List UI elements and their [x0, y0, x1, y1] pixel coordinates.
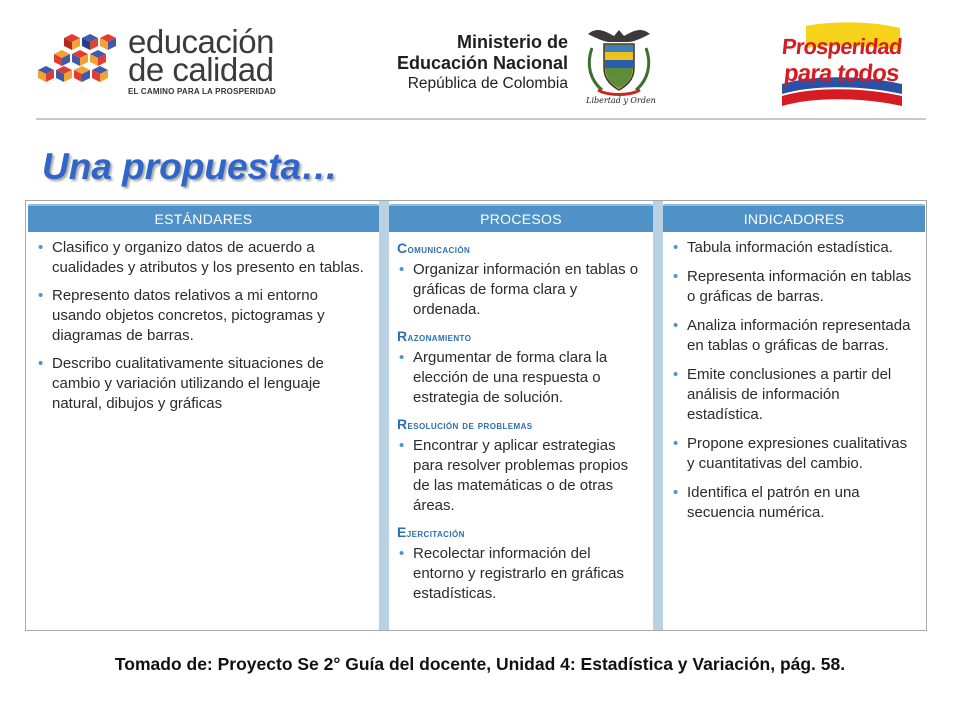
list-item: • Recolectar información del entorno y registrarlo en gráficas estadísticas.	[397, 544, 645, 604]
header-divider	[36, 118, 926, 120]
ministry-line3: República de Colombia	[407, 75, 568, 92]
list-item: • Argumentar de forma clara la elección de una respuesta o estrategia de solución.	[397, 348, 645, 408]
logo-ministerio	[392, 32, 662, 108]
edu-logo-tagline: EL CAMINO PARA LA PROSPERIDAD	[128, 87, 277, 96]
logo-educacion-de-calidad	[34, 23, 294, 98]
column-header: ESTÁNDARES	[28, 204, 379, 232]
category-heading: Resolución de problemas	[397, 416, 533, 432]
column-header: PROCESOS	[389, 204, 653, 232]
list-item: • Represento datos relativos a mi entorno usando objetos concretos, pictogramas y diagramas de barras.	[36, 286, 371, 346]
list-item: • Encontrar y aplicar estrategias para resolver problemas propios de las matemáticas o de otras áreas.	[397, 436, 645, 516]
column-procesos	[389, 204, 653, 630]
category-heading: Ejercitación	[397, 524, 465, 540]
list-item: • Describo cualitativamente situaciones de cambio y variación utilizando el lenguaje natural, dibujos y gráficas	[36, 354, 371, 414]
category-heading: Comunicación	[397, 240, 471, 256]
page-title: Una propuesta…	[42, 146, 339, 187]
prosperidad-line1: Prosperidad	[780, 34, 903, 59]
list-item: • Clasifico y organizo datos de acuerdo a cualidades y atributos y los presento en tablas.	[36, 238, 371, 278]
cubes-logo-icon	[34, 32, 126, 94]
list-item: • Analiza información representada en tablas o gráficas de barras.	[671, 316, 917, 356]
ministry-line2: Educación Nacional	[396, 53, 568, 73]
column-separator	[379, 201, 389, 630]
standards-table	[25, 200, 927, 631]
coat-of-arms-icon	[584, 24, 654, 104]
list-item: • Organizar información en tablas o gráficas de forma clara y ordenada.	[397, 260, 645, 320]
list-item: • Propone expresiones cualitativas y cuantitativas del cambio.	[671, 434, 917, 474]
list-item: • Identifica el patrón en una secuencia numérica.	[671, 483, 917, 523]
ministry-line1: Ministerio de	[456, 32, 568, 52]
column-header: INDICADORES	[663, 204, 925, 232]
column-estandares	[28, 204, 379, 630]
column-separator	[653, 201, 663, 630]
list-item: • Emite conclusiones a partir del análisis de información estadística.	[671, 365, 917, 425]
category-heading: Razonamiento	[397, 328, 472, 344]
edu-logo-line2: de calidad	[128, 51, 274, 88]
logo-prosperidad	[776, 20, 908, 112]
list-item: • Tabula información estadística.	[671, 238, 917, 258]
edu-logo-line1: educación	[128, 23, 274, 60]
list-item: • Representa información en tablas o gráficas de barras.	[671, 267, 917, 307]
source-caption: Tomado de: Proyecto Se 2° Guía del docente, Unidad 4: Estadística y Variación, pág. 58.	[114, 654, 846, 674]
prosperidad-line2: para todos	[782, 60, 901, 87]
ministry-motto: Libertad y Orden	[586, 96, 656, 105]
column-indicadores	[663, 204, 925, 630]
